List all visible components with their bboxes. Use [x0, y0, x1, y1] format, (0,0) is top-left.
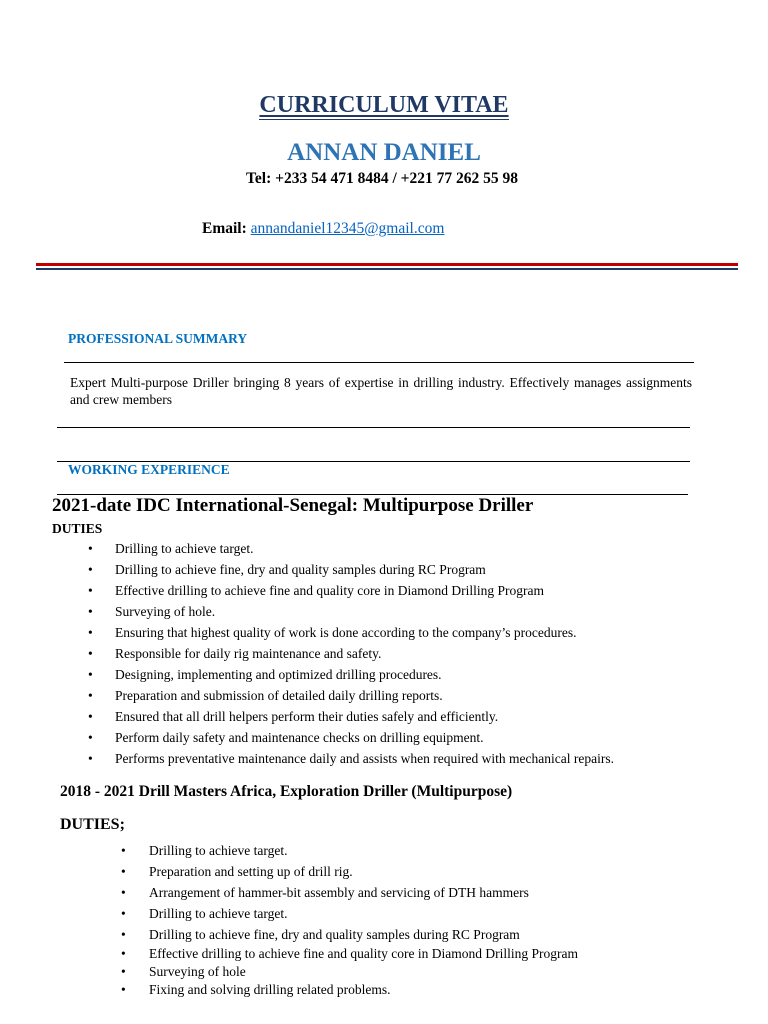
bullet-icon: •: [121, 982, 126, 997]
summary-text: Expert Multi-purpose Driller bringing 8 years of expertise in drilling industry. Effectively manages assignments and crew members: [70, 375, 692, 407]
bullet-icon: •: [121, 906, 126, 921]
job-title: 2018 - 2021 Drill Masters Africa, Exploration Driller (Multipurpose): [60, 783, 513, 800]
bullet-icon: •: [121, 864, 126, 879]
duty-text: Ensured that all drill helpers perform their duties safely and efficiently.: [115, 709, 499, 724]
bullet-icon: •: [88, 646, 93, 661]
duty-text: Drilling to achieve fine, dry and quality samples during RC Program: [149, 927, 520, 942]
header-rule-red: [36, 263, 738, 266]
bullet-icon: •: [88, 541, 93, 556]
duty-text: Effective drilling to achieve fine and quality core in Diamond Drilling Program: [149, 946, 579, 961]
duty-text: Arrangement of hammer-bit assembly and servicing of DTH hammers: [149, 885, 529, 900]
header-rule-blue: [36, 268, 738, 270]
divider: [64, 362, 694, 363]
duty-text: Preparation and submission of detailed daily drilling reports.: [115, 688, 443, 703]
divider: [57, 427, 690, 428]
email-link[interactable]: annandaniel12345@gmail.com: [250, 220, 445, 237]
duty-text: Fixing and solving drilling related problems.: [149, 982, 391, 997]
duty-text: Drilling to achieve fine, dry and quality samples during RC Program: [115, 562, 486, 577]
email-label: Email:: [202, 220, 247, 237]
job-title: 2021-date IDC International-Senegal: Multipurpose Driller: [52, 495, 534, 516]
bullet-icon: •: [121, 946, 126, 961]
duty-text: Perform daily safety and maintenance checks on drilling equipment.: [115, 730, 484, 745]
duty-text: Surveying of hole: [149, 964, 246, 979]
duty-text: Preparation and setting up of drill rig.: [149, 864, 353, 879]
bullet-icon: •: [88, 730, 93, 745]
bullet-icon: •: [121, 885, 126, 900]
duty-text: Ensuring that highest quality of work is done according to the company’s procedures.: [115, 625, 577, 640]
bullet-icon: •: [88, 751, 93, 766]
bullet-icon: •: [121, 964, 126, 979]
duty-text: Responsible for daily rig maintenance and safety.: [115, 646, 382, 661]
bullet-icon: •: [88, 667, 93, 682]
bullet-icon: •: [88, 583, 93, 598]
duty-text: Effective drilling to achieve fine and quality core in Diamond Drilling Program: [115, 583, 545, 598]
phone-numbers: Tel: +233 54 471 8484 / +221 77 262 55 98: [246, 170, 518, 187]
bullet-icon: •: [88, 562, 93, 577]
duty-text: Performs preventative maintenance daily and assists when required with mechanical repairs.: [115, 751, 614, 766]
summary-heading: PROFESSIONAL SUMMARY: [68, 331, 248, 346]
duty-text: Drilling to achieve target.: [115, 541, 254, 556]
bullet-icon: •: [121, 843, 126, 858]
duties-label: DUTIES: [52, 521, 103, 536]
duties-label: DUTIES;: [60, 816, 125, 833]
experience-heading: WORKING EXPERIENCE: [68, 462, 230, 477]
duty-text: Surveying of hole.: [115, 604, 216, 619]
bullet-icon: •: [88, 688, 93, 703]
bullet-icon: •: [88, 625, 93, 640]
duty-text: Designing, implementing and optimized drilling procedures.: [115, 667, 442, 682]
bullet-icon: •: [121, 927, 126, 942]
bullet-icon: •: [88, 709, 93, 724]
candidate-name: ANNAN DANIEL: [287, 139, 481, 166]
duty-text: Drilling to achieve target.: [149, 906, 288, 921]
document-title: CURRICULUM VITAE: [259, 92, 509, 118]
duty-text: Drilling to achieve target.: [149, 843, 288, 858]
email-line: [202, 220, 444, 238]
bullet-icon: •: [88, 604, 93, 619]
